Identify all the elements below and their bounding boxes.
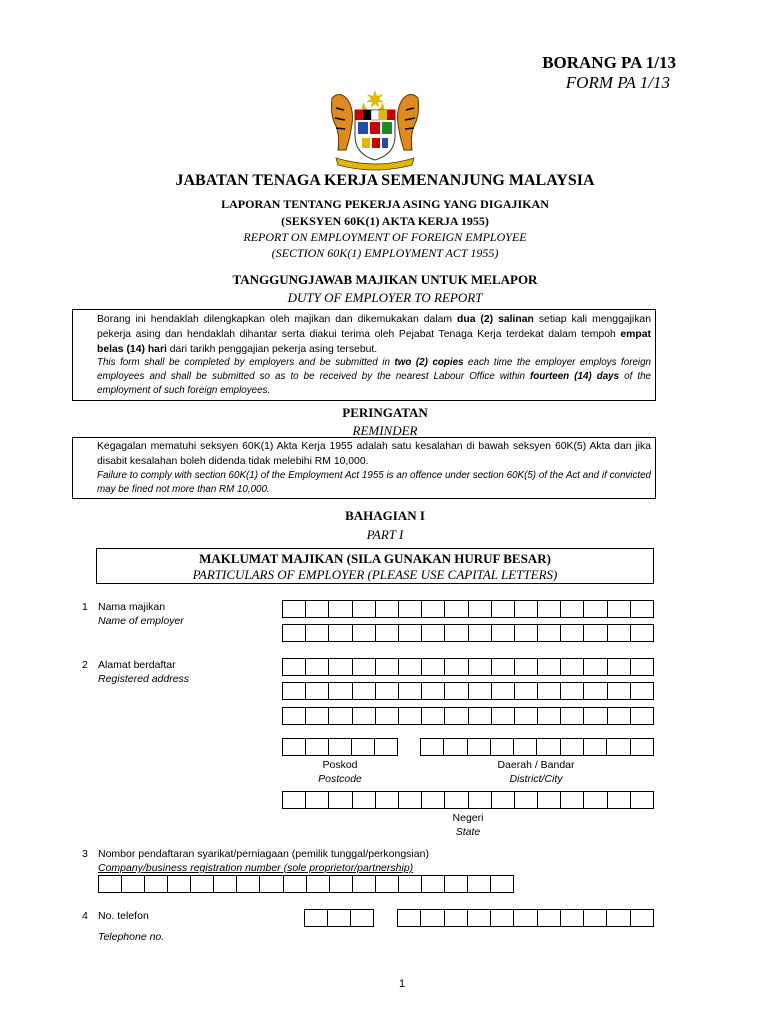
character-box[interactable]: [492, 625, 515, 641]
character-box[interactable]: [283, 625, 306, 641]
character-box[interactable]: [492, 659, 515, 675]
telephone-number-input[interactable]: [397, 909, 654, 927]
report-act-en: (SECTION 60K(1) EMPLOYMENT ACT 1955): [271, 246, 499, 260]
form-code: BORANG PA 1/13: [542, 53, 676, 72]
character-box[interactable]: [561, 708, 584, 724]
character-box[interactable]: [468, 876, 491, 892]
character-box[interactable]: [329, 659, 352, 675]
character-box[interactable]: [608, 792, 631, 808]
character-box[interactable]: [561, 910, 584, 926]
character-box[interactable]: [283, 659, 306, 675]
character-box[interactable]: [445, 601, 468, 617]
character-box[interactable]: [445, 708, 468, 724]
department-name: JABATAN TENAGA KERJA SEMENANJUNG MALAYSIA: [175, 172, 595, 189]
character-box[interactable]: [607, 739, 630, 755]
address-input-line1[interactable]: [282, 658, 654, 676]
character-box[interactable]: [399, 625, 422, 641]
character-box[interactable]: [353, 792, 376, 808]
character-box[interactable]: [561, 659, 584, 675]
character-box[interactable]: [445, 910, 468, 926]
report-title-en: REPORT ON EMPLOYMENT OF FOREIGN EMPLOYEE: [243, 230, 527, 244]
character-box[interactable]: [607, 910, 630, 926]
character-box[interactable]: [399, 876, 422, 892]
duty-box: [72, 309, 656, 401]
character-box[interactable]: [306, 625, 329, 641]
character-box[interactable]: [422, 876, 445, 892]
character-box[interactable]: [376, 625, 399, 641]
character-box[interactable]: [329, 683, 352, 699]
field-number: 4: [82, 910, 88, 922]
character-box[interactable]: [283, 792, 306, 808]
character-box[interactable]: [353, 876, 376, 892]
character-box[interactable]: [492, 601, 515, 617]
character-box[interactable]: [631, 625, 653, 641]
character-box[interactable]: [469, 683, 492, 699]
character-box[interactable]: [352, 739, 375, 755]
reminder-paragraph-ms: Kegagalan mematuhi seksyen 60K(1) Akta Kerja 1955 adalah satu kesalahan di bawah seksyen 60K(5) Akta dan jika disabit kesalahan boleh didenda tidak melebihi RM 10,000.: [97, 441, 651, 467]
field-number: 3: [82, 848, 88, 860]
character-box[interactable]: [469, 659, 492, 675]
reminder-paragraph-en: Failure to comply with section 60K(1) of the Employment Act 1955 is an offence under section 60K(5) of the Act and if convicted may be fined not more than RM 10,000.: [97, 470, 651, 495]
character-box[interactable]: [538, 708, 561, 724]
employer-name-label: Nama majikan Name of employer: [98, 601, 184, 627]
character-box[interactable]: [492, 708, 515, 724]
character-box[interactable]: [492, 683, 515, 699]
address-input-line2[interactable]: [282, 682, 654, 700]
character-box[interactable]: [306, 659, 329, 675]
character-box[interactable]: [514, 910, 537, 926]
state-input[interactable]: [282, 791, 654, 809]
character-box[interactable]: [608, 708, 631, 724]
part-heading-ms: BAHAGIAN I: [345, 508, 425, 523]
character-box[interactable]: [376, 659, 399, 675]
employer-name-input-line1[interactable]: [282, 600, 654, 618]
character-box[interactable]: [584, 708, 607, 724]
character-box[interactable]: [515, 601, 538, 617]
page-number: 1: [398, 978, 406, 990]
telephone-area-code-input[interactable]: [304, 909, 374, 927]
character-box[interactable]: [584, 792, 607, 808]
character-box[interactable]: [491, 739, 514, 755]
section-header-box: [96, 548, 654, 584]
character-box[interactable]: [584, 601, 607, 617]
character-box[interactable]: [468, 739, 491, 755]
character-box[interactable]: [561, 739, 584, 755]
character-box[interactable]: [399, 792, 422, 808]
character-box[interactable]: [329, 708, 352, 724]
character-box[interactable]: [445, 876, 468, 892]
character-box[interactable]: [514, 739, 537, 755]
character-box[interactable]: [353, 659, 376, 675]
character-box[interactable]: [398, 910, 421, 926]
character-box[interactable]: [561, 625, 584, 641]
part-heading-en: PART I: [366, 527, 404, 542]
character-box[interactable]: [376, 683, 399, 699]
character-box[interactable]: [399, 659, 422, 675]
character-box[interactable]: [328, 910, 351, 926]
character-box[interactable]: [305, 910, 328, 926]
character-box[interactable]: [538, 792, 561, 808]
character-box[interactable]: [376, 876, 399, 892]
character-box[interactable]: [445, 625, 468, 641]
character-box[interactable]: [422, 792, 445, 808]
reminder-heading-en: REMINDER: [352, 423, 418, 438]
character-box[interactable]: [329, 792, 352, 808]
character-box[interactable]: [329, 601, 352, 617]
character-box[interactable]: [306, 708, 329, 724]
character-box[interactable]: [584, 910, 607, 926]
character-box[interactable]: [329, 739, 352, 755]
character-box[interactable]: [99, 876, 122, 892]
registered-address-label: Alamat berdaftar Registered address: [98, 659, 190, 685]
character-box[interactable]: [284, 876, 307, 892]
character-box[interactable]: [399, 683, 422, 699]
section-title-ms: MAKLUMAT MAJIKAN (SILA GUNAKAN HURUF BESAR): [199, 551, 551, 566]
character-box[interactable]: [561, 683, 584, 699]
character-box[interactable]: [491, 876, 513, 892]
reminder-box: [72, 437, 656, 499]
telephone-label: No. telefon Telephone no.: [98, 910, 165, 943]
character-box[interactable]: [145, 876, 168, 892]
character-box[interactable]: [515, 625, 538, 641]
character-box[interactable]: [469, 708, 492, 724]
address-input-line3[interactable]: [282, 707, 654, 725]
character-box[interactable]: [260, 876, 283, 892]
character-box[interactable]: [469, 625, 492, 641]
character-box[interactable]: [469, 601, 492, 617]
character-box[interactable]: [376, 601, 399, 617]
character-box[interactable]: [537, 739, 560, 755]
character-box[interactable]: [584, 625, 607, 641]
character-box[interactable]: [492, 792, 515, 808]
character-box[interactable]: [631, 739, 653, 755]
character-box[interactable]: [584, 739, 607, 755]
character-box[interactable]: [422, 601, 445, 617]
coat-of-arms-logo: [322, 88, 428, 172]
district-input[interactable]: [420, 738, 654, 756]
character-box[interactable]: [422, 659, 445, 675]
character-box[interactable]: [468, 910, 491, 926]
character-box[interactable]: [283, 739, 306, 755]
report-title-ms: LAPORAN TENTANG PEKERJA ASING YANG DIGAJIKAN: [221, 197, 549, 211]
character-box[interactable]: [307, 876, 330, 892]
character-box[interactable]: [538, 659, 561, 675]
reminder-heading-ms: PERINGATAN: [342, 405, 428, 420]
character-box[interactable]: [422, 708, 445, 724]
character-box[interactable]: [631, 708, 653, 724]
character-box[interactable]: [283, 708, 306, 724]
employer-name-input-line2[interactable]: [282, 624, 654, 642]
character-box[interactable]: [608, 625, 631, 641]
character-box[interactable]: [538, 601, 561, 617]
character-box[interactable]: [538, 683, 561, 699]
character-box[interactable]: [538, 910, 561, 926]
report-act-ms: (SEKSYEN 60K(1) AKTA KERJA 1955): [281, 214, 489, 228]
character-box[interactable]: [330, 876, 353, 892]
character-box[interactable]: [515, 683, 538, 699]
character-box[interactable]: [306, 792, 329, 808]
character-box[interactable]: [283, 601, 306, 617]
character-box[interactable]: [608, 683, 631, 699]
character-box[interactable]: [631, 910, 653, 926]
field-number: 1: [82, 601, 88, 613]
character-box[interactable]: [444, 739, 467, 755]
character-box[interactable]: [445, 659, 468, 675]
character-box[interactable]: [422, 683, 445, 699]
registration-number-label: Nombor pendaftaran syarikat/perniagaan (pemilik tunggal/perkongsian) Company/business registration number (sole proprietor/partnership): [98, 848, 429, 874]
character-box[interactable]: [353, 708, 376, 724]
character-box[interactable]: [191, 876, 214, 892]
form-code-en: FORM PA 1/13: [565, 73, 670, 92]
character-box[interactable]: [214, 876, 237, 892]
character-box[interactable]: [376, 792, 399, 808]
character-box[interactable]: [353, 683, 376, 699]
character-box[interactable]: [561, 601, 584, 617]
character-box[interactable]: [122, 876, 145, 892]
character-box[interactable]: [608, 659, 631, 675]
character-box[interactable]: [469, 792, 492, 808]
postcode-caption: Poskod Postcode: [318, 759, 362, 785]
character-box[interactable]: [306, 739, 329, 755]
character-box[interactable]: [584, 659, 607, 675]
character-box[interactable]: [538, 625, 561, 641]
character-box[interactable]: [283, 683, 306, 699]
duty-heading-ms: TANGGUNGJAWAB MAJIKAN UNTUK MELAPOR: [232, 272, 538, 287]
character-box[interactable]: [353, 601, 376, 617]
duty-paragraph-ms: Borang ini hendaklah dilengkapkan oleh majikan dan dikemukakan dalam dua (2) salinan setiap kali menggajikan pekerja asing dan hendaklah dihantar serta diakui terima oleh Pejabat Tenaga Kerja terdekat dalam tempoh empat belas (14) hari dari tarikh penggajian pekerja asing tersebut.: [97, 314, 651, 355]
character-box[interactable]: [561, 792, 584, 808]
postcode-input[interactable]: [282, 738, 398, 756]
district-caption: Daerah / Bandar District/City: [497, 759, 575, 785]
character-box[interactable]: [445, 683, 468, 699]
character-box[interactable]: [421, 910, 444, 926]
character-box[interactable]: [399, 601, 422, 617]
character-box[interactable]: [608, 601, 631, 617]
character-box[interactable]: [422, 625, 445, 641]
character-box[interactable]: [306, 683, 329, 699]
character-box[interactable]: [353, 625, 376, 641]
character-box[interactable]: [515, 708, 538, 724]
character-box[interactable]: [584, 683, 607, 699]
character-box[interactable]: [237, 876, 260, 892]
character-box[interactable]: [631, 792, 653, 808]
character-box[interactable]: [399, 708, 422, 724]
character-box[interactable]: [306, 601, 329, 617]
character-box[interactable]: [515, 792, 538, 808]
character-box[interactable]: [631, 683, 653, 699]
duty-paragraph-en: This form shall be completed by employers and be submitted in two (2) copies each time the employer employs foreign employees and shall be submitted so as to be received by the nearest Labour Office within fourteen (14) days of the employment of such foreign employees.: [97, 357, 651, 396]
character-box[interactable]: [421, 739, 444, 755]
character-box[interactable]: [351, 910, 373, 926]
character-box[interactable]: [515, 659, 538, 675]
character-box[interactable]: [631, 659, 653, 675]
field-number: 2: [82, 659, 88, 671]
duty-heading-en: DUTY OF EMPLOYER TO REPORT: [287, 290, 483, 305]
character-box[interactable]: [375, 739, 397, 755]
character-box[interactable]: [329, 625, 352, 641]
character-box[interactable]: [376, 708, 399, 724]
registration-number-input[interactable]: [98, 875, 514, 893]
character-box[interactable]: [491, 910, 514, 926]
character-box[interactable]: [445, 792, 468, 808]
character-box[interactable]: [168, 876, 191, 892]
section-title-en: PARTICULARS OF EMPLOYER (PLEASE USE CAPITAL LETTERS): [192, 567, 558, 582]
state-caption: Negeri State: [452, 812, 484, 838]
character-box[interactable]: [631, 601, 653, 617]
